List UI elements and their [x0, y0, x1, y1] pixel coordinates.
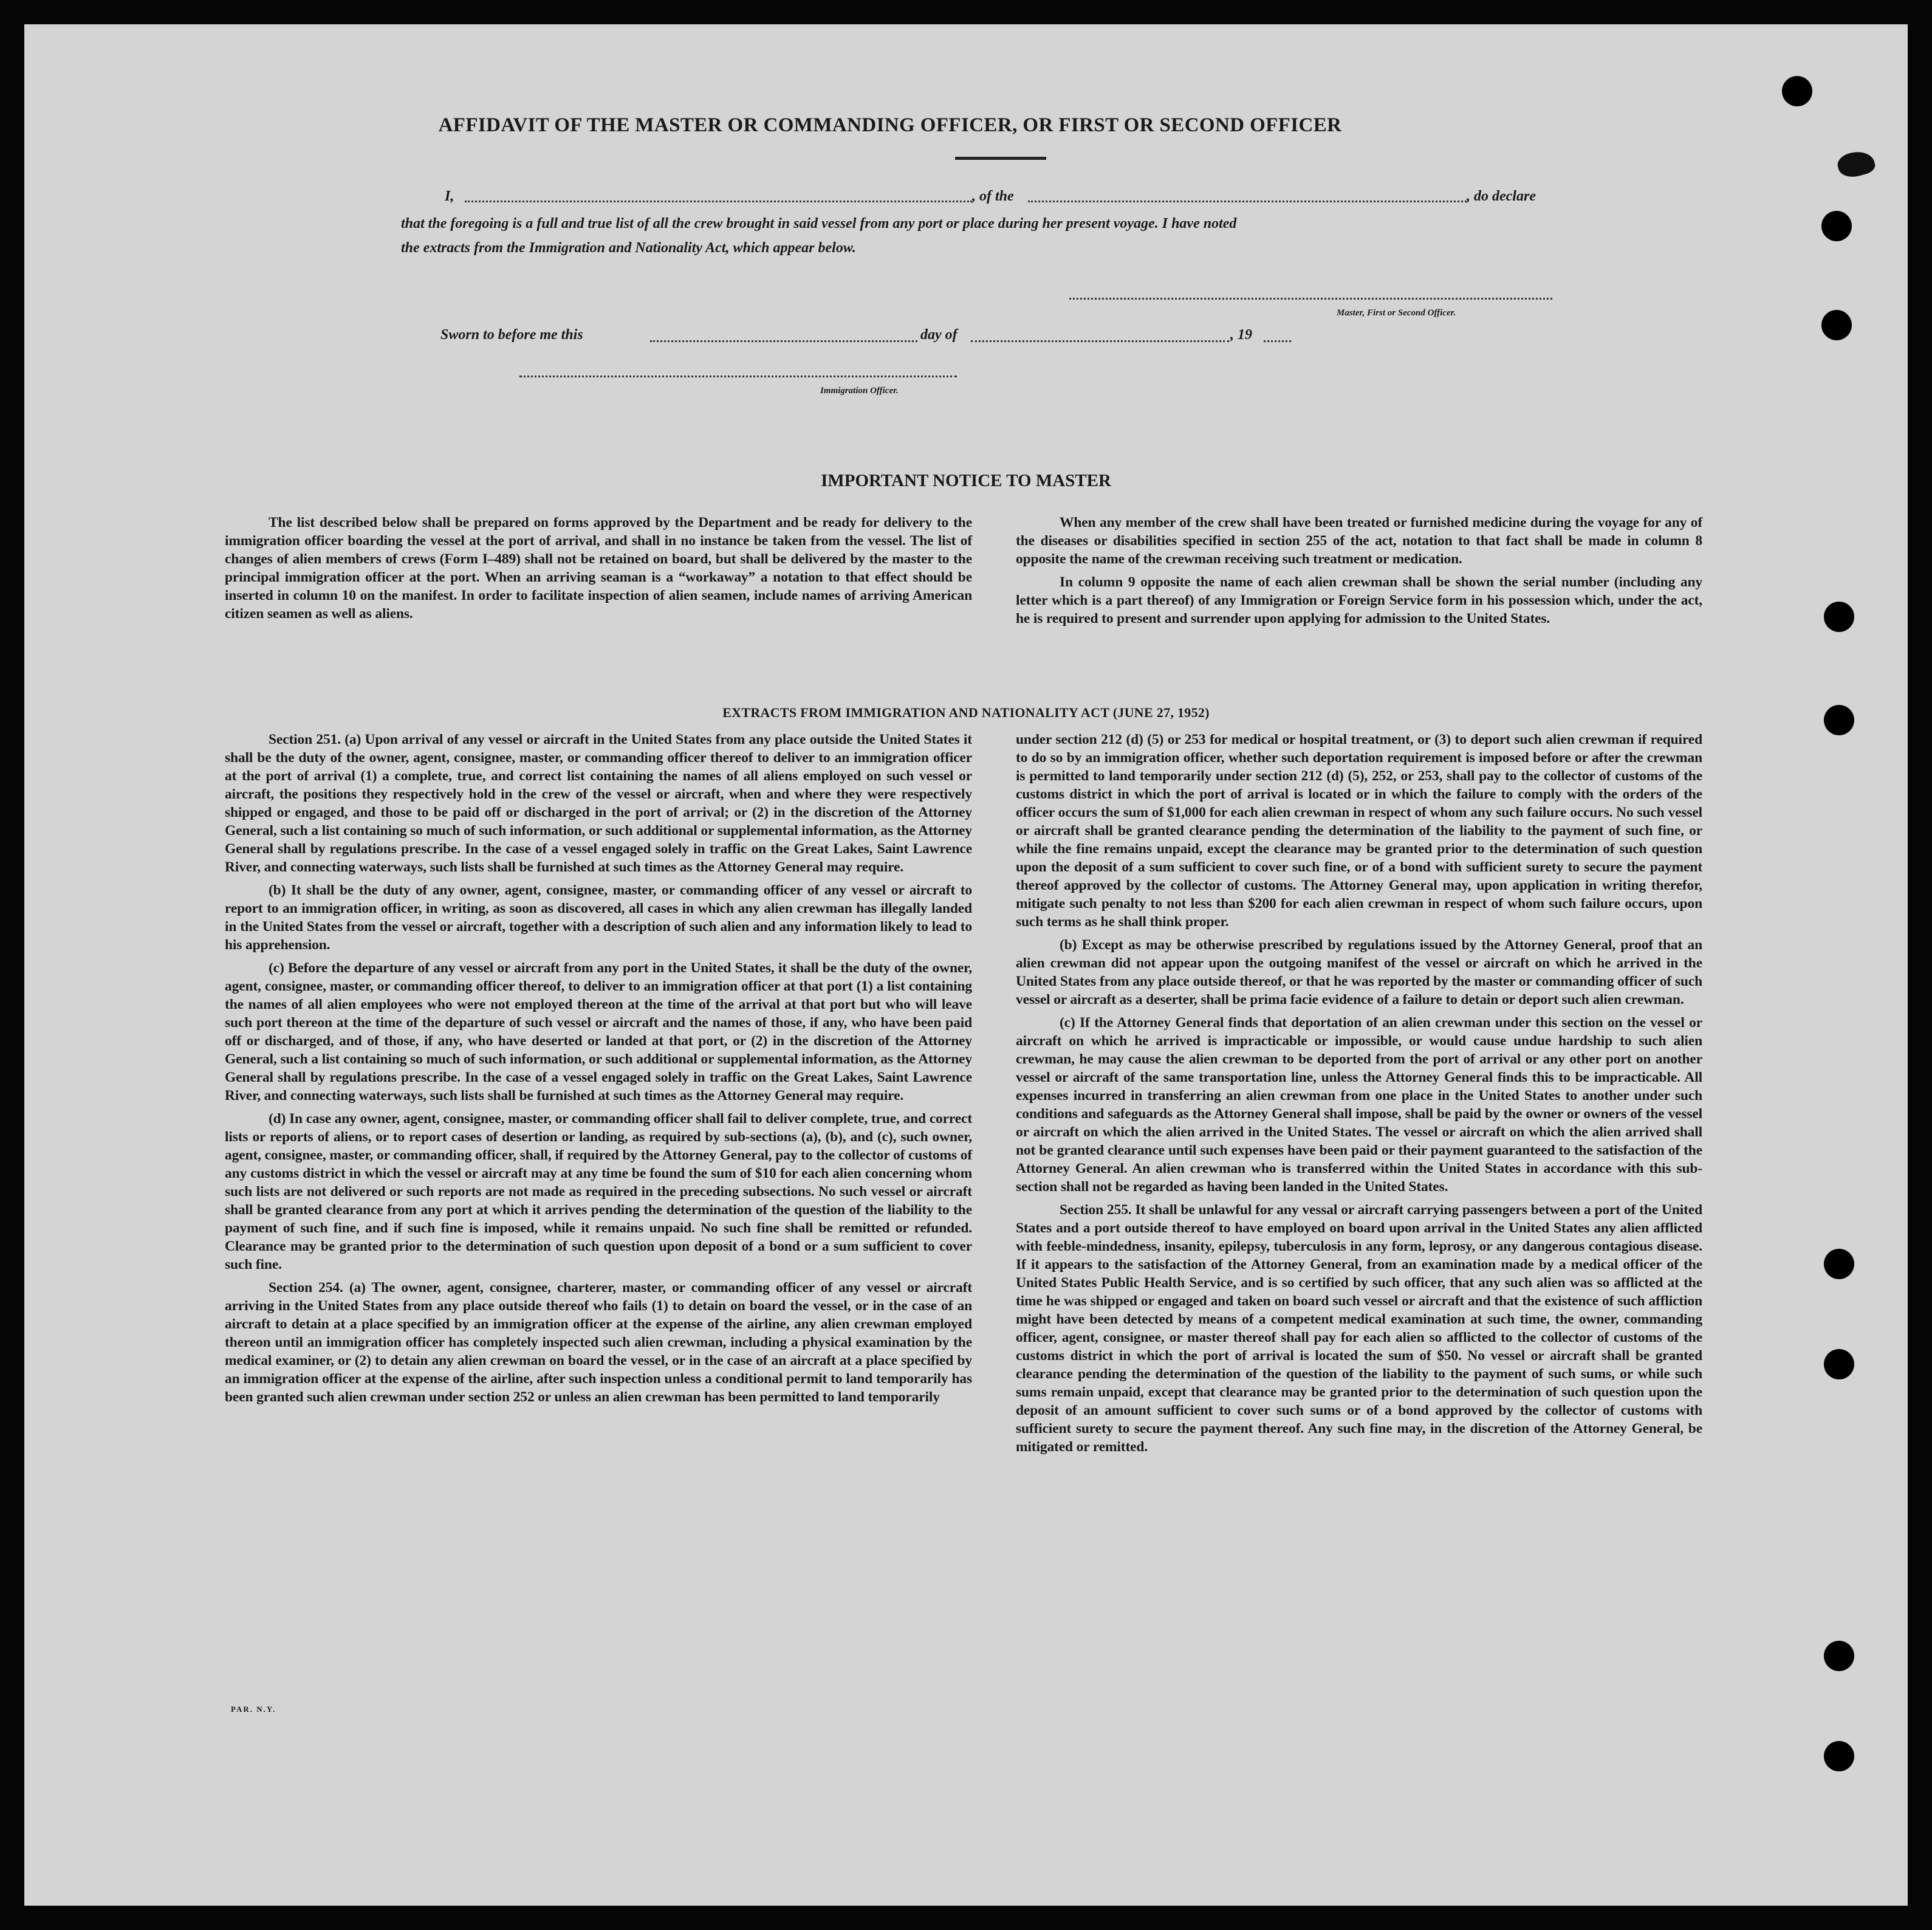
- section-255: Section 255. It shall be unlawful for any vessal or aircraft carrying passengers between a port of the United States and a port outside thereof to have employed on board upon arrival in the United States any alien afflicted with feeble-mindedness, insanity, epilepsy, tuberculosis in any form, leprosy, or any dangerous contagious disease. If it appears to the satisfaction of the Attorney General, from an examination made by a medical officer of the United States Public Health Service, and is so certified by such officer, that any such alien was so afflicted at the time he was shipped or engaged and taken on board such vessel or aircraft and that the existence of such affliction might have been detected by means of a competent medical examination at such time, the owner, commanding officer, agent, consignee, or master thereof shall pay for each alien so afflicted to the collector of customs of the customs district in which the port of arrival is located the sum of $50. No vessel or aircraft shall be granted clearance pending the determination of the question of the liability to the payment of such sums, or while such sums remain unpaid, except that clearance may be granted prior to the determination of such question upon the deposit of an amount sufficient to cover such sums or of a bond approved by the collector of customs with sufficient surety to secure the payment thereof. Any such fine may, in the discretion of the Attorney General, be mitigated or remitted.: [1016, 1202, 1702, 1455]
- declarant-name-field[interactable]: [465, 201, 972, 202]
- binder-hole: [1824, 1741, 1854, 1771]
- do-declare-label: , do declare: [1467, 188, 1536, 204]
- sworn-prefix: Sworn to before me this: [440, 327, 583, 343]
- of-the-label: , of the: [972, 188, 1014, 204]
- binder-hole: [1824, 1641, 1854, 1671]
- notice-right-column: [1016, 513, 1702, 633]
- section-251-d: (d) In case any owner, agent, consignee, master, or commanding officer shall fail to deliver complete, true, and correct lists or reports of aliens, or to report cases of desertion or landing, as required by sub-sections (a), (b), and (c), such owner, agent, consignee, master, or commanding officer, shall, if required by the Attorney General, pay to the collector of customs of any customs district in which the vessel or aircraft may at any time be found the sum of $10 for each alien concerning whom such lists are not delivered or such reports are not made as required in the preceding subsections. No such vessel or aircraft shall be granted clearance from any port at which it arrives pending the determination of the question of the liability to the payment of such fine, and if such fine is imposed, while it remains unpaid. No such fine shall be remitted or refunded. Clearance may be granted prior to the determination of such question upon deposit of a bond or a sum sufficient to cover such fine.: [225, 1111, 972, 1272]
- edge-tear-mark: [1835, 148, 1877, 180]
- extracts-right-column: [1016, 730, 1702, 1461]
- declarant-prefix: I,: [445, 188, 454, 204]
- printer-mark: PAR. N.Y.: [231, 1705, 276, 1714]
- notice-paragraph: In column 9 opposite the name of each alien crewman shall be shown the serial number (including any letter which is a part thereof) of any Immigration or Foreign Service form in his possession which, under the act, he is required to present and surrender upon applying for admission to the United States.: [1016, 574, 1702, 627]
- document-page: [24, 24, 1908, 1906]
- section-254-c: (c) If the Attorney General finds that deportation of an alien crewman under this section on the vessel or aircraft on which he arrived is impracticable or impossible, or would cause undue hardship to such alien crewman, he may cause the alien crewman to be deported from the port of arrival or any other port on another vessel or aircraft of the same transportation line, unless the Attorney General finds this to be impracticable. All expenses incurred in transferring an alien crewman from one place in the United States to another under such conditions and safeguards as the Attorney General shall impose, shall be paid by the owner or owners of the vessel or aircraft on which the alien arrived in the United States. The vessel or aircraft on which the alien arrived shall not be granted clearance until such expenses have been paid or their payment guaranteed to the satisfaction of the Attorney General. An alien crewman who is transferred within the United States in accordance with this sub-section shall not be regarded as having been landed in the United States.: [1016, 1015, 1702, 1195]
- affidavit-title: AFFIDAVIT OF THE MASTER OR COMMANDING OFFICER, OR FIRST OR SECOND OFFICER: [438, 114, 1342, 136]
- binder-hole: [1821, 211, 1852, 241]
- notice-title: IMPORTANT NOTICE TO MASTER: [821, 471, 1111, 490]
- section-254-a-continued: under section 212 (d) (5) or 253 for medical or hospital treatment, or (3) to deport such alien crewman if required to do so by an immigration officer, whether such deportation requirement is imposed before or after the crewman is permitted to land temporarily under section 212 (d) (5), 252, or 253, shall pay to the collector of customs of the customs district in which the port of arrival is located or in which the failure to comply with the orders of the officer occurs the sum of $1,000 for each alien crewman in respect of whom any such failure occurs. No such vessel or aircraft shall be granted clearance pending the determination of the liability to the payment of such fine, or while the fine remains unpaid, except the clearance may be granted prior to the determination of such question upon the deposit of a sum sufficient to cover such fine, or of a bond with sufficient surety to secure the payment thereof approved by the collector of customs. The Attorney General may, upon application in writing therefor, mitigate such penalty to not less than $200 for each alien crewman in respect of whom such failure occurs, upon such terms as he shall think proper.: [1016, 732, 1702, 930]
- sworn-year-field[interactable]: [1264, 340, 1291, 342]
- notice-left-column: [225, 513, 972, 628]
- master-signature-field[interactable]: [1069, 298, 1552, 300]
- extracts-title: EXTRACTS FROM IMMIGRATION AND NATIONALITY ACT (JUNE 27, 1952): [722, 705, 1210, 720]
- section-254-b: (b) Except as may be otherwise prescribed by regulations issued by the Attorney General, proof that an alien crewman did not appear upon the outgoing manifest of the vessel or aircraft on which he arrived in the United States from any place outside thereof, or that he was reported by the master or commanding officer of such vessel or aircraft as a deserter, shall be prima facie evidence of a failure to detain or deport such alien crewman.: [1016, 937, 1702, 1008]
- notice-paragraph: When any member of the crew shall have been treated or furnished medicine during the voyage for any of the diseases or disabilities specified in section 255 of the act, notation to that fact shall be made in column 8 opposite the name of the crewman receiving such treatment or medication.: [1016, 515, 1702, 567]
- binder-hole: [1824, 1349, 1854, 1379]
- notice-paragraph: The list described below shall be prepared on forms approved by the Department and be ready for delivery to the immigration officer boarding the vessel at the port of arrival, and shall in no instance be taken from the vessel. The list of changes of alien members of crews (Form I–489) shall not be retained on board, but shall be delivered by the master to the principal immigration officer at the port. When an arriving seaman is a “workaway” a notation to that effect should be inserted in column 10 on the manifest. In order to facilitate inspection of alien seamen, include names of arriving American citizen seamen as well as aliens.: [225, 515, 972, 622]
- master-signature-label: Master, First or Second Officer.: [1337, 308, 1456, 318]
- section-251-c: (c) Before the departure of any vessel or aircraft from any port in the United States, it shall be the duty of the owner, agent, consignee, master, or commanding officer thereof, to deliver to an immigration officer at that port (1) a list containing the names of all alien employees who were not employed thereon at the time of the arrival at that port but who will leave such port thereon at the time of the departure of such vessel or aircraft and the names of those, if any, who have been paid off or discharged, and of those, if any, who have deserted or landed at that port, or (2) in the discretion of the Attorney General, such a list containing so much of such information, or such additional or supplemental information, as the Attorney General shall by regulations prescribe. In the case of a vessel engaged solely in traffic on the Great Lakes, Saint Lawrence River, and connecting waterways, such lists shall be furnished at such times as the Attorney General may require.: [225, 960, 972, 1104]
- binder-hole: [1824, 602, 1854, 632]
- year-prefix-label: , 19: [1230, 327, 1252, 343]
- section-254-a: Section 254. (a) The owner, agent, consignee, charterer, master, or commanding officer of any vessel or aircraft arriving in the United States from any place outside thereof who fails (1) to detain on board the vessel, or in the case of an aircraft to detain at a place specified by an immigration officer at the expense of the airline, any alien crewman employed thereon until an immigration officer has completely inspected such alien crewman, including a physical examination by the medical examiner, or (2) to detain any alien crewman on board the vessel, or in the case of an aircraft at a place specified by an immigration officer at the expense of the airline, after such inspection unless a conditional permit to land temporarily has been granted such alien crewman under section 252 or unless an alien crewman has been permitted to land temporarily: [225, 1280, 972, 1405]
- affidavit-statement-line-1: that the foregoing is a full and true list of all the crew brought in said vessel from any port or place during her present voyage. I have noted: [401, 216, 1237, 232]
- sworn-month-field[interactable]: [971, 340, 1229, 342]
- officer-signature-label: Immigration Officer.: [820, 386, 899, 396]
- day-of-label: day of: [920, 327, 957, 343]
- binder-hole: [1821, 310, 1852, 340]
- affidavit-statement-line-2: the extracts from the Immigration and Nationality Act, which appear below.: [401, 240, 856, 256]
- sworn-day-field[interactable]: [650, 340, 917, 342]
- binder-hole: [1782, 76, 1812, 106]
- section-251-a: Section 251. (a) Upon arrival of any vessel or aircraft in the United States from any place outside the United States it shall be the duty of the owner, agent, consignee, master, or commanding officer thereof to deliver to an immigration officer at the port of arrival (1) a complete, true, and correct list containing the names of all aliens employed on such vessel or aircraft, the positions they respectively hold in the crew of the vessel or aircraft, when and where they were respectively shipped or engaged, and those to be paid off or discharged in the port of arrival; or (2) in the discretion of the Attorney General, such a list containing so much of such information, or such additional or supplemental information, as the Attorney General shall by regulations prescribe. In the case of a vessel engaged solely in traffic on the Great Lakes, Saint Lawrence River, and connecting waterways, such lists shall be furnished at such times as the Attorney General may require.: [225, 732, 972, 875]
- title-rule: [955, 157, 1046, 160]
- officer-signature-field[interactable]: [519, 376, 957, 377]
- vessel-name-field[interactable]: [1028, 201, 1467, 202]
- extracts-left-column: [225, 730, 972, 1411]
- section-251-b: (b) It shall be the duty of any owner, agent, consignee, master, or commanding officer of any vessel or aircraft to report to an immigration officer, in writing, as soon as discovered, all cases in which any alien crewman has illegally landed in the United States from the vessel or aircraft, together with a description of such alien and any information likely to lead to his apprehension.: [225, 882, 972, 953]
- binder-hole: [1824, 1249, 1854, 1279]
